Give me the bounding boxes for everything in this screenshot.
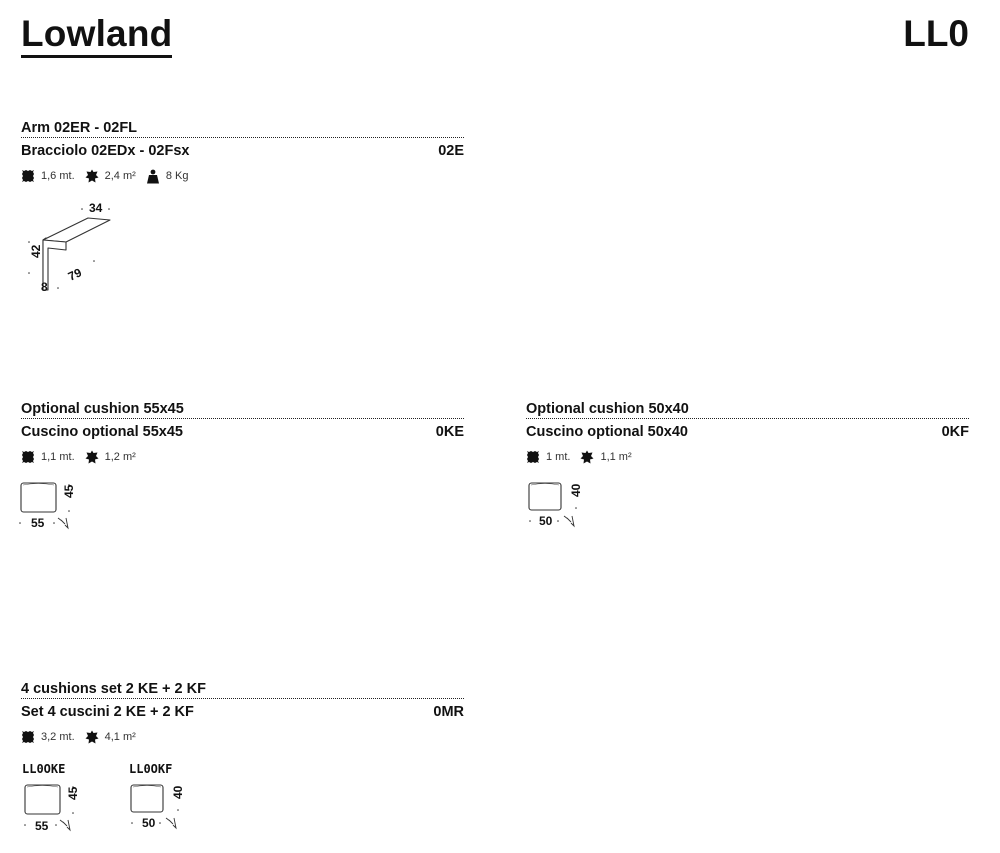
fabric-value: 3,2 mt. (41, 731, 75, 743)
page-title: Lowland (21, 14, 172, 58)
weight-spec (146, 169, 189, 184)
dim-height-label: 45 (62, 484, 76, 498)
leather-value: 2,4 m² (104, 170, 136, 182)
dim-height-label: 45 (66, 786, 80, 800)
dim-height-label: 42 (29, 244, 43, 258)
leather-value: 1,2 m² (104, 451, 136, 463)
product-title-en: Optional cushion 50x40 (526, 400, 969, 419)
product-title-it: Set 4 cuscini 2 KE + 2 KF (21, 704, 194, 720)
dim-width-label: 55 (31, 516, 45, 530)
fabric-swatch-icon (526, 450, 540, 464)
weight-icon (146, 169, 160, 184)
fabric-spec (21, 450, 75, 464)
fabric-swatch-icon (21, 169, 35, 183)
product-title-it: Bracciolo 02EDx - 02Fsx (21, 143, 190, 159)
set-cushion-ke-drawing (22, 780, 84, 834)
subitem-code-kf: LL0OKF (129, 762, 173, 776)
dim-width-label: 50 (142, 816, 156, 830)
leather-spec (580, 450, 631, 464)
subitem-code-ke: LL0OKE (22, 762, 66, 776)
fabric-value: 1,1 mt. (41, 451, 75, 463)
weight-value: 8 Kg (165, 170, 189, 182)
product-title-en: 4 cushions set 2 KE + 2 KF (21, 680, 464, 699)
dim-width-label: 50 (539, 514, 553, 528)
product-card-cushion-55x45 (21, 400, 464, 465)
product-code: 0MR (433, 704, 464, 720)
dim-depth-label: 79 (65, 265, 84, 284)
leather-hide-icon (85, 730, 99, 744)
leather-spec (85, 730, 136, 744)
leather-value: 4,1 m² (104, 731, 136, 743)
fabric-value: 1 mt. (546, 451, 571, 463)
product-code: 02E (438, 143, 464, 159)
dim-width-label: 34 (89, 201, 103, 215)
fabric-spec (21, 730, 75, 744)
product-card-cushion-set (21, 680, 464, 745)
arm-drawing (18, 198, 118, 298)
leather-hide-icon (85, 450, 99, 464)
leather-spec (85, 169, 136, 183)
product-code: 0KF (941, 424, 969, 440)
set-cushion-kf-drawing (128, 780, 188, 834)
dim-thick-label: 8 (41, 280, 48, 294)
product-card-arm (21, 119, 464, 184)
product-title-it: Cuscino optional 55x45 (21, 424, 183, 440)
cushion-55x45-drawing (18, 478, 80, 532)
fabric-swatch-icon (21, 730, 35, 744)
product-card-cushion-50x40 (526, 400, 969, 465)
dim-height-label: 40 (171, 785, 185, 799)
product-title-it: Cuscino optional 50x40 (526, 424, 688, 440)
collection-code: LL0 (903, 13, 969, 54)
leather-hide-icon (85, 169, 99, 183)
cushion-50x40-drawing (526, 478, 586, 532)
dim-height-label: 40 (569, 483, 583, 497)
leather-hide-icon (580, 450, 594, 464)
fabric-swatch-icon (21, 450, 35, 464)
fabric-spec (526, 450, 570, 464)
leather-value: 1,1 m² (600, 451, 632, 463)
fabric-value: 1,6 mt. (41, 170, 75, 182)
product-code: 0KE (435, 424, 464, 440)
fabric-spec (21, 169, 75, 183)
leather-spec (85, 450, 136, 464)
product-title-en: Optional cushion 55x45 (21, 400, 464, 419)
dim-width-label: 55 (35, 819, 49, 833)
product-title-en: Arm 02ER - 02FL (21, 119, 464, 138)
